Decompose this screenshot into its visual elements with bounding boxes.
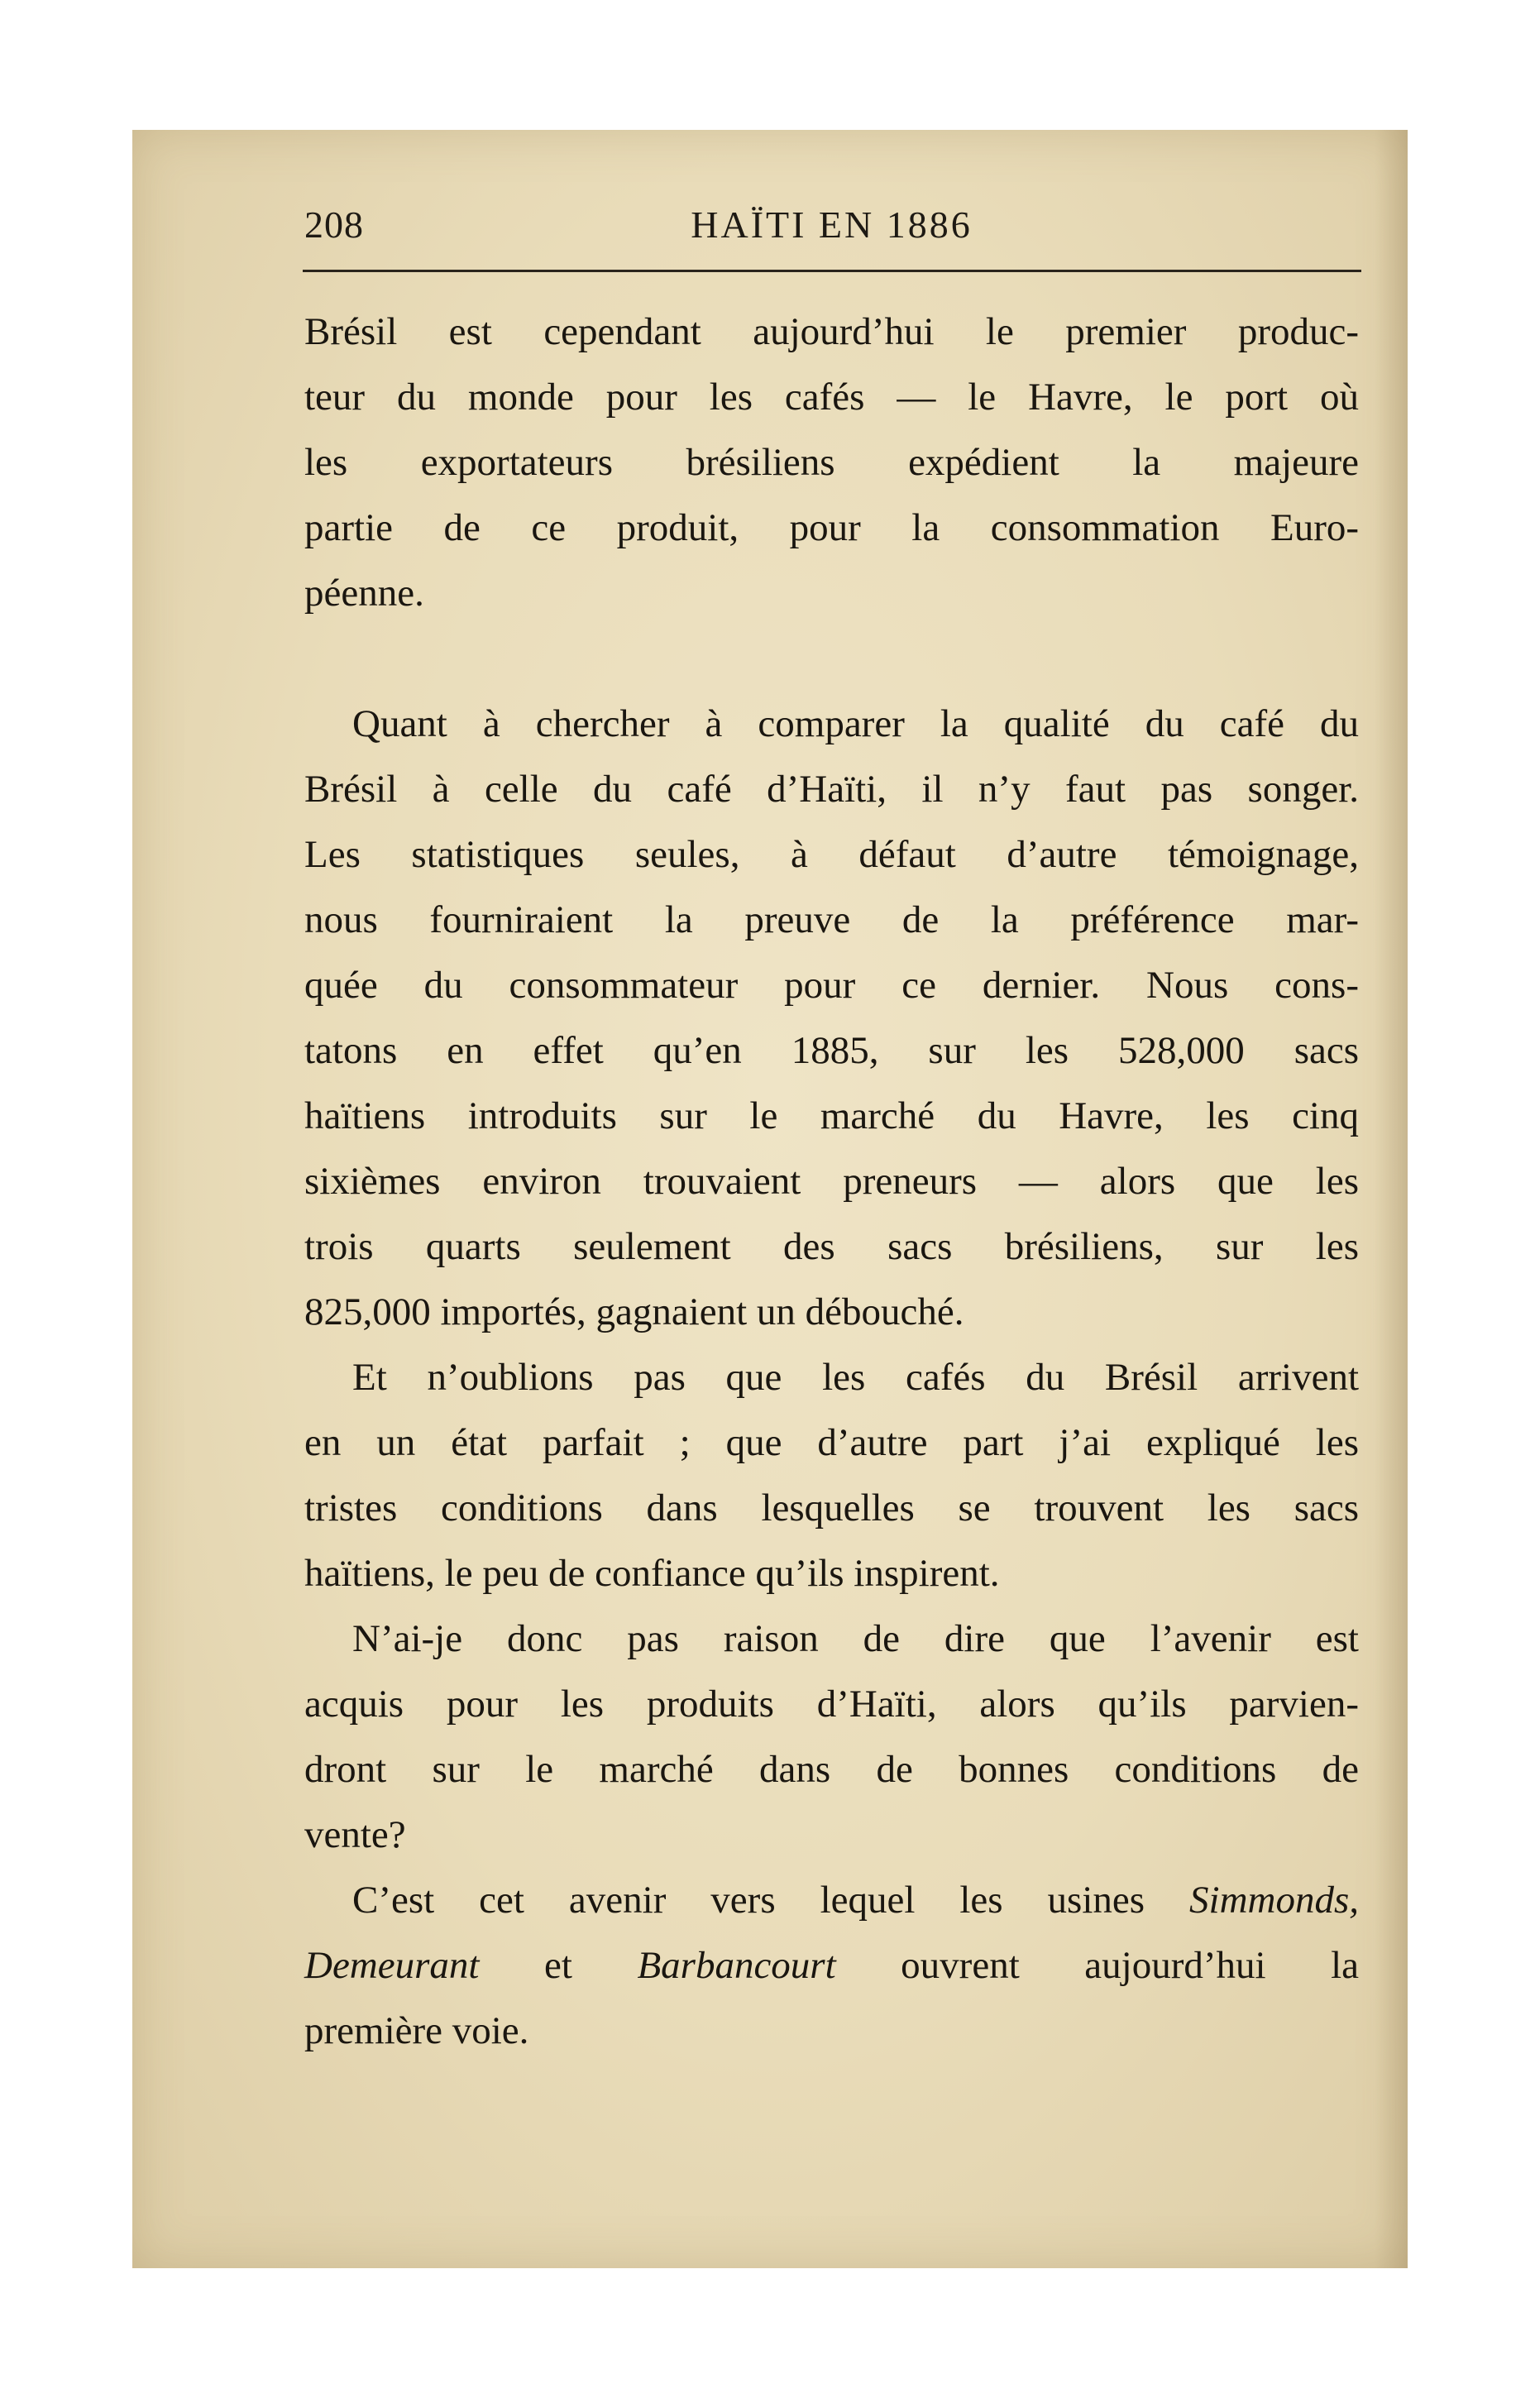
- text-line: en un état parfait ; que d’autre part j’ai expliqué les: [304, 1421, 1359, 1464]
- text-line: sixièmes environ trouvaient preneurs — alors que les: [304, 1160, 1359, 1203]
- text-line: péenne.: [304, 572, 424, 615]
- text-line: tristes conditions dans lesquelles se trouvent les sacs: [304, 1486, 1359, 1530]
- text-line: Brésil est cependant aujourd’hui le premier produc-: [304, 310, 1359, 353]
- text-line: N’ai-je donc pas raison de dire que l’avenir est: [352, 1617, 1359, 1660]
- text-line: teur du monde pour les cafés — le Havre, le port où: [304, 376, 1359, 419]
- text-line: les exportateurs brésiliens expédient la majeure: [304, 441, 1359, 484]
- text-run: C’est cet avenir vers lequel les usines: [352, 1879, 1190, 1922]
- text-line: tatons en effet qu’en 1885, sur les 528,000 sacs: [304, 1029, 1359, 1072]
- italic-name-simmonds: Simmonds,: [1189, 1879, 1359, 1922]
- text-line: Et n’oublions pas que les cafés du Brésil arrivent: [352, 1356, 1359, 1399]
- text-line: dront sur le marché dans de bonnes conditions de: [304, 1748, 1359, 1791]
- paragraph: [304, 692, 1359, 1345]
- text-run: et: [479, 1944, 638, 1987]
- text-line: Les statistiques seules, à défaut d’autre témoignage,: [304, 833, 1359, 876]
- paragraph: [304, 1345, 1359, 1606]
- page-header: [304, 194, 1359, 252]
- italic-name-barbancourt: Barbancourt: [637, 1944, 836, 1987]
- text-line: haïtiens introduits sur le marché du Havre, les cinq: [304, 1094, 1359, 1137]
- text-line: quée du consommateur pour ce dernier. Nous cons-: [304, 964, 1359, 1007]
- text-line: partie de ce produit, pour la consommation Euro-: [304, 506, 1359, 549]
- text-line: Quant à chercher à comparer la qualité du café du: [352, 702, 1359, 745]
- text-line: vente?: [304, 1813, 406, 1856]
- paragraph: [304, 299, 1359, 626]
- text-line: haïtiens, le peu de confiance qu’ils inspirent.: [304, 1552, 1000, 1595]
- text-line: première voie.: [304, 2009, 529, 2052]
- text-line: 825,000 importés, gagnaient un débouché.: [304, 1290, 964, 1333]
- text-line: nous fourniraient la preuve de la préférence mar-: [304, 898, 1359, 941]
- text-line: trois quarts seulement des sacs brésiliens, sur les: [304, 1225, 1359, 1268]
- body-text: [304, 299, 1359, 2064]
- text-line: [304, 1868, 1359, 1933]
- text-line: acquis pour les produits d’Haïti, alors qu’ils parvien-: [304, 1683, 1359, 1726]
- header-rule: [303, 270, 1361, 272]
- running-title: HAÏTI EN 1886: [691, 203, 973, 246]
- text-run: ouvrent aujourd’hui la: [835, 1944, 1359, 1987]
- italic-name-demeurant: Demeurant: [304, 1944, 480, 1987]
- text-line: [304, 1933, 1359, 1999]
- text-line: Brésil à celle du café d’Haïti, il n’y faut pas songer.: [304, 768, 1359, 811]
- paragraph: [304, 1868, 1359, 2064]
- paragraph: [304, 1606, 1359, 1868]
- paragraph-gap: [304, 626, 1359, 692]
- page-number: 208: [304, 203, 364, 246]
